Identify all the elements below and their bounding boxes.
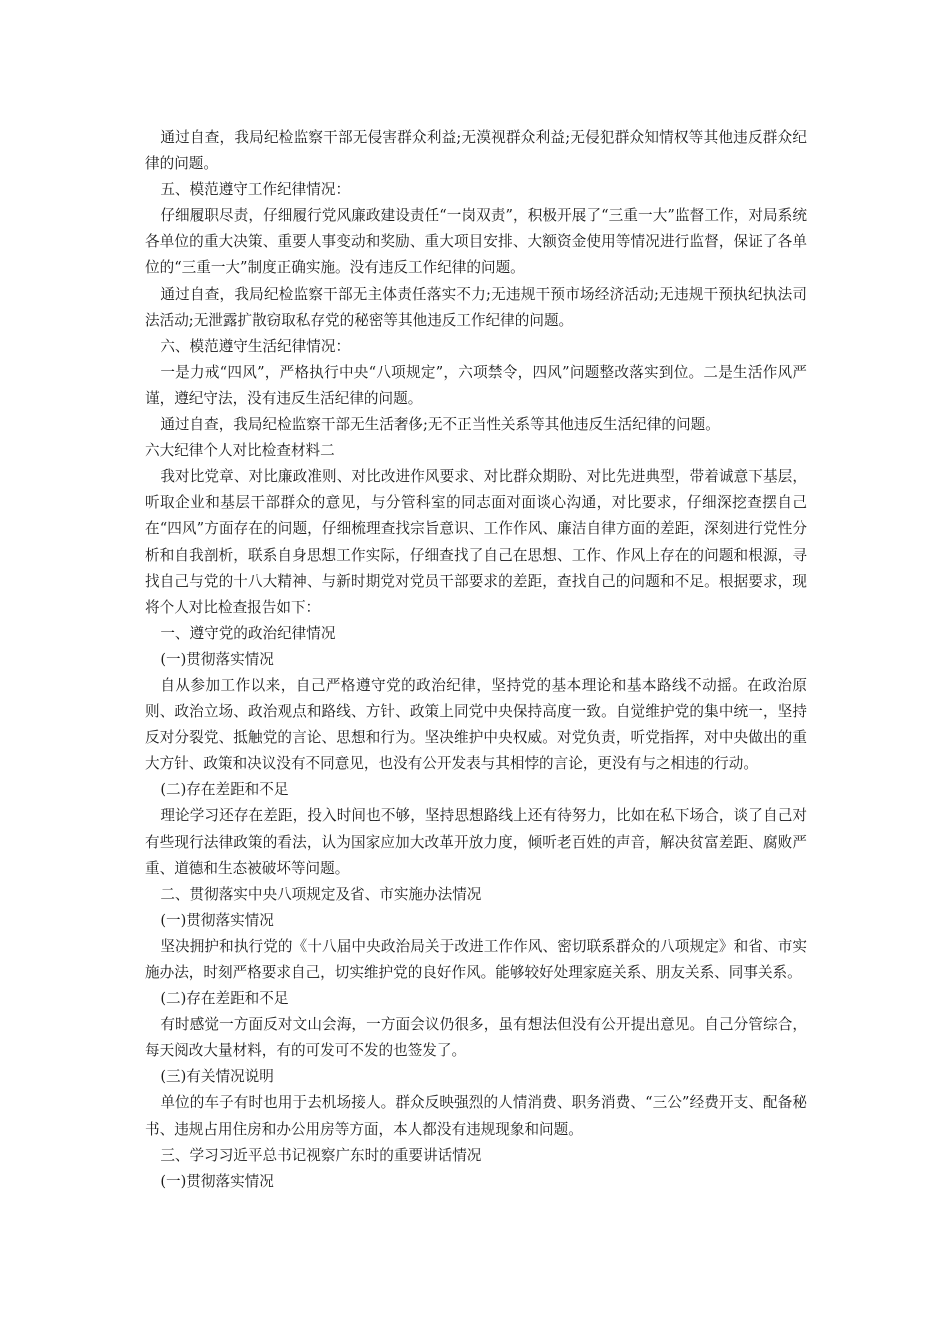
paragraph-6: 一是力戒“四风”，严格执行中央“八项规定”，六项禁令，四风”问题整改落实到位。二是生活作风严谨，遵纪守法，没有违反生活纪律的问题。 [145,363,807,407]
paragraph-3: 仔细履职尽责，仔细履行党风廉政建设责任“一岗双责”，积极开展了“三重一大”监督工作，对局系统各单位的重大决策、重要人事变动和奖励、重大项目安排、大额资金使用等情况进行监督，保证了各单位的“三重一大”制度正确实施。没有违反工作纪律的问题。 [145,207,807,277]
paragraph-14: 理论学习还存在差距，投入时间也不够，坚持思想路线上还有待努力，比如在私下场合，谈了自己对有些现行法律政策的看法，认为国家应加大改革开放力度，倾听老百姓的声音，解决贫富差距、腐败严重、道德和生态被破坏等问题。 [145,807,807,877]
paragraph-4: 通过自查，我局纪检监察干部无主体责任落实不力;无违规干预市场经济活动;无违规干预执纪执法司法活动;无泄露扩散窃取私存党的秘密等其他违反工作纪律的问题。 [145,285,807,329]
subheading-1-2: (二)存在差距和不足 [160,781,289,799]
subheading-2-2: (二)存在差距和不足 [160,990,289,1008]
paragraph-21: 单位的车子有时也用于去机场接人。群众反映强烈的人情消费、职务消费、“三公”经费开支、配备秘书、违规占用住房和办公用房等方面，本人都没有违规现象和问题。 [145,1094,807,1138]
heading-five: 五、模范遵守工作纪律情况： [160,181,351,199]
paragraph-19: 有时感觉一方面反对文山会海，一方面会议仍很多，虽有想法但没有公开提出意见。自己分管综合，每天阅改大量材料，有的可发可不发的也签发了。 [145,1016,807,1060]
paragraph-9: 我对比党章、对比廉政准则、对比改进作风要求、对比群众期盼、对比先进典型，带着诚意下基层，听取企业和基层干部群众的意见，与分管科室的同志面对面谈心沟通，对比要求，仔细深挖查摆自己在“四风”方面存在的问题，仔细梳理查找宗旨意识、工作作风、廉洁自律方面的差距，深刻进行党性分析和自我剖析，联系自身思想工作实际，仔细查找了自己在思想、工作、作风上存在的问题和根源，寻找自己与党的十八大精神、与新时期党对党员干部要求的差距，查找自己的问题和不足。根据要求，现将个人对比检查报告如下： [145,468,807,616]
heading-1: 一、遵守党的政治纪律情况 [160,624,336,642]
heading-2: 二、贯彻落实中央八项规定及省、市实施办法情况 [160,885,482,903]
subheading-1-1: (一)贯彻落实情况 [160,650,274,668]
document-body [145,125,807,1195]
document-title-2: 六大纪律个人对比检查材料二 [145,442,335,460]
paragraph-1: 通过自查，我局纪检监察干部无侵害群众利益;无漠视群众利益;无侵犯群众知情权等其他违反群众纪律的问题。 [145,129,807,173]
subheading-2-3: (三)有关情况说明 [160,1068,274,1086]
paragraph-7: 通过自查，我局纪检监察干部无生活奢侈;无不正当性关系等其他违反生活纪律的问题。 [160,416,720,434]
paragraph-17: 坚决拥护和执行党的《十八届中央政治局关于改进工作作风、密切联系群众的八项规定》和省、市实施办法，时刻严格要求自己，切实维护党的良好作风。能够较好处理家庭关系、朋友关系、同事关系。 [145,937,807,981]
heading-six: 六、模范遵守生活纪律情况： [160,337,351,355]
paragraph-12: 自从参加工作以来，自己严格遵守党的政治纪律，坚持党的基本理论和基本路线不动摇。在政治原则、政治立场、政治观点和路线、方针、政策上同党中央保持高度一致。自觉维护党的集中统一，坚持反对分裂党、抵触党的言论、思想和行为。坚决维护中央权威。对党负责，听党指挥，对中央做出的重大方针、政策和决议没有不同意见，也没有公开发表与其相悖的言论，更没有与之相违的行动。 [145,676,807,773]
heading-3: 三、学习习近平总书记视察广东时的重要讲话情况 [160,1146,482,1164]
subheading-3-1: (一)贯彻落实情况 [160,1172,274,1190]
subheading-2-1: (一)贯彻落实情况 [160,911,274,929]
